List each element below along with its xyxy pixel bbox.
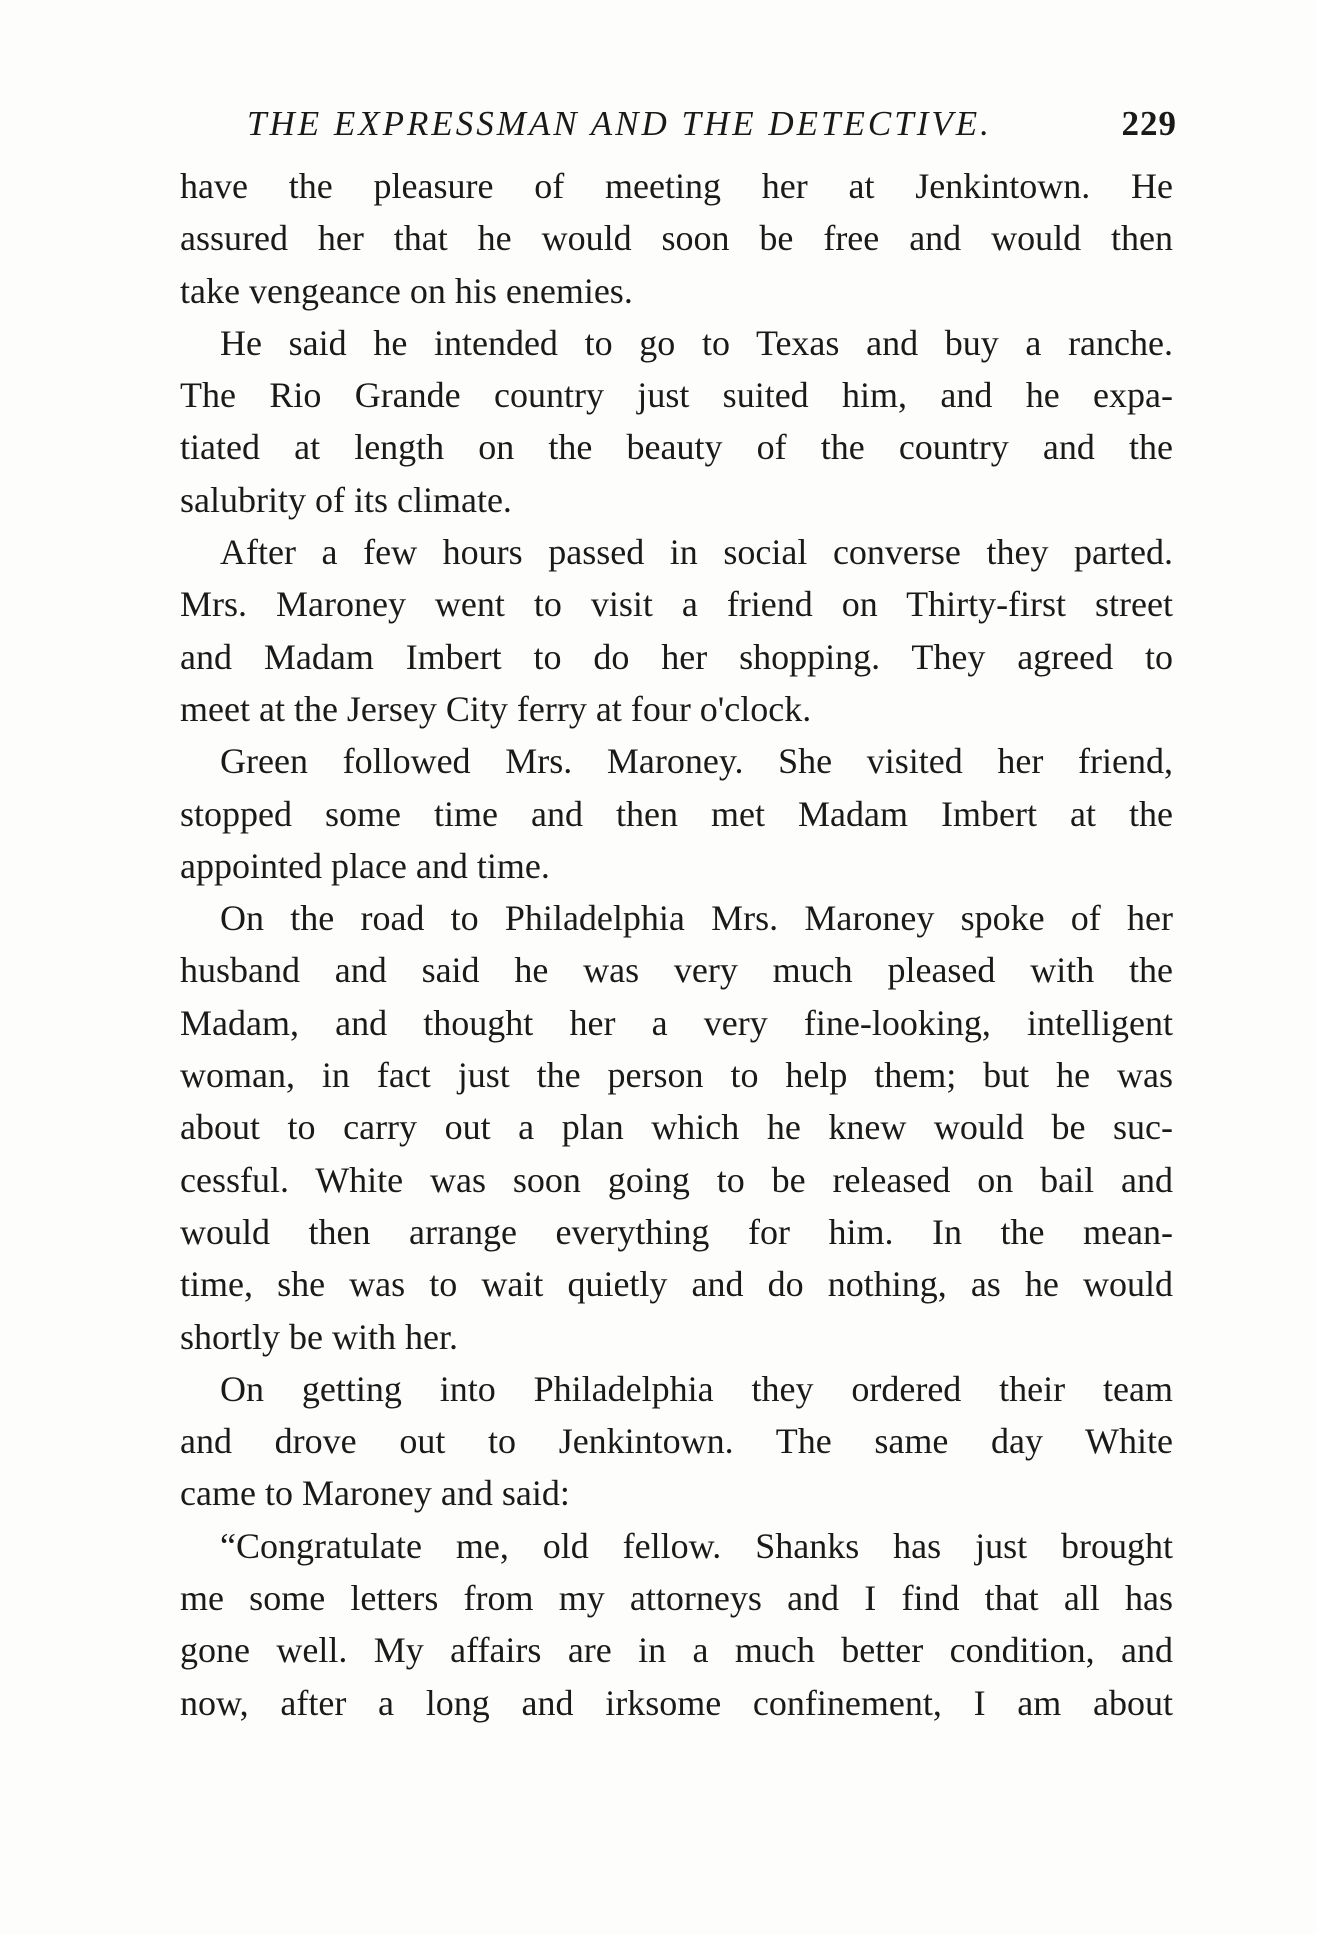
text-line: stopped some time and then met Madam Imbert at the [180, 793, 1173, 834]
text-line: gone well. My affairs are in a much better condition, and [180, 1630, 1173, 1671]
text-line: have the pleasure of meeting her at Jenkintown. He [180, 166, 1173, 206]
text-line: Green followed Mrs. Maroney. She visited her friend, [220, 741, 1173, 782]
text-line: He said he intended to go to Texas and buy a ranche. [220, 322, 1173, 363]
text-line: time, she was to wait quietly and do nothing, as he would [180, 1264, 1173, 1305]
text-line: about to carry out a plan which he knew would be suc- [180, 1107, 1173, 1148]
text-line: and drove out to Jenkintown. The same day White [180, 1421, 1173, 1462]
body-text [180, 160, 1173, 1729]
text-line: On getting into Philadelphia they ordered their team [220, 1368, 1173, 1409]
text-line: Madam, and thought her a very fine-looking, intelligent [180, 1002, 1173, 1043]
text-line: now, after a long and irksome confinement, I am about [180, 1682, 1173, 1723]
text-line: meet at the Jersey City ferry at four o'clock. [180, 688, 812, 729]
text-line: husband and said he was very much pleased with the [180, 950, 1173, 991]
text-line: After a few hours passed in social converse they parted. [220, 532, 1173, 573]
text-line: salubrity of its climate. [180, 479, 512, 520]
text-line: appointed place and time. [180, 845, 550, 886]
text-line: came to Maroney and said: [180, 1473, 570, 1514]
text-line: The Rio Grande country just suited him, and he expa- [180, 375, 1173, 416]
text-line: tiated at length on the beauty of the country and the [180, 427, 1173, 468]
running-head-title: THE EXPRESSMAN AND THE DETECTIVE. [247, 104, 992, 143]
text-line: shortly be with her. [180, 1316, 458, 1357]
running-head [247, 104, 1177, 154]
text-line: On the road to Philadelphia Mrs. Maroney spoke of her [220, 898, 1173, 939]
text-line: me some letters from my attorneys and I find that all has [180, 1578, 1173, 1619]
text-line: woman, in fact just the person to help them; but he was [180, 1055, 1173, 1096]
text-line: cessful. White was soon going to be released on bail and [180, 1159, 1173, 1200]
text-line: take vengeance on his enemies. [180, 270, 633, 311]
page-number: 229 [1121, 104, 1177, 143]
text-line: “Congratulate me, old fellow. Shanks has just brought [220, 1525, 1173, 1566]
text-line: and Madam Imbert to do her shopping. They agreed to [180, 636, 1173, 677]
text-line: Mrs. Maroney went to visit a friend on Thirty-first street [180, 584, 1173, 625]
text-line: assured her that he would soon be free and would then [180, 218, 1173, 259]
text-line: would then arrange everything for him. In the mean- [180, 1211, 1173, 1252]
